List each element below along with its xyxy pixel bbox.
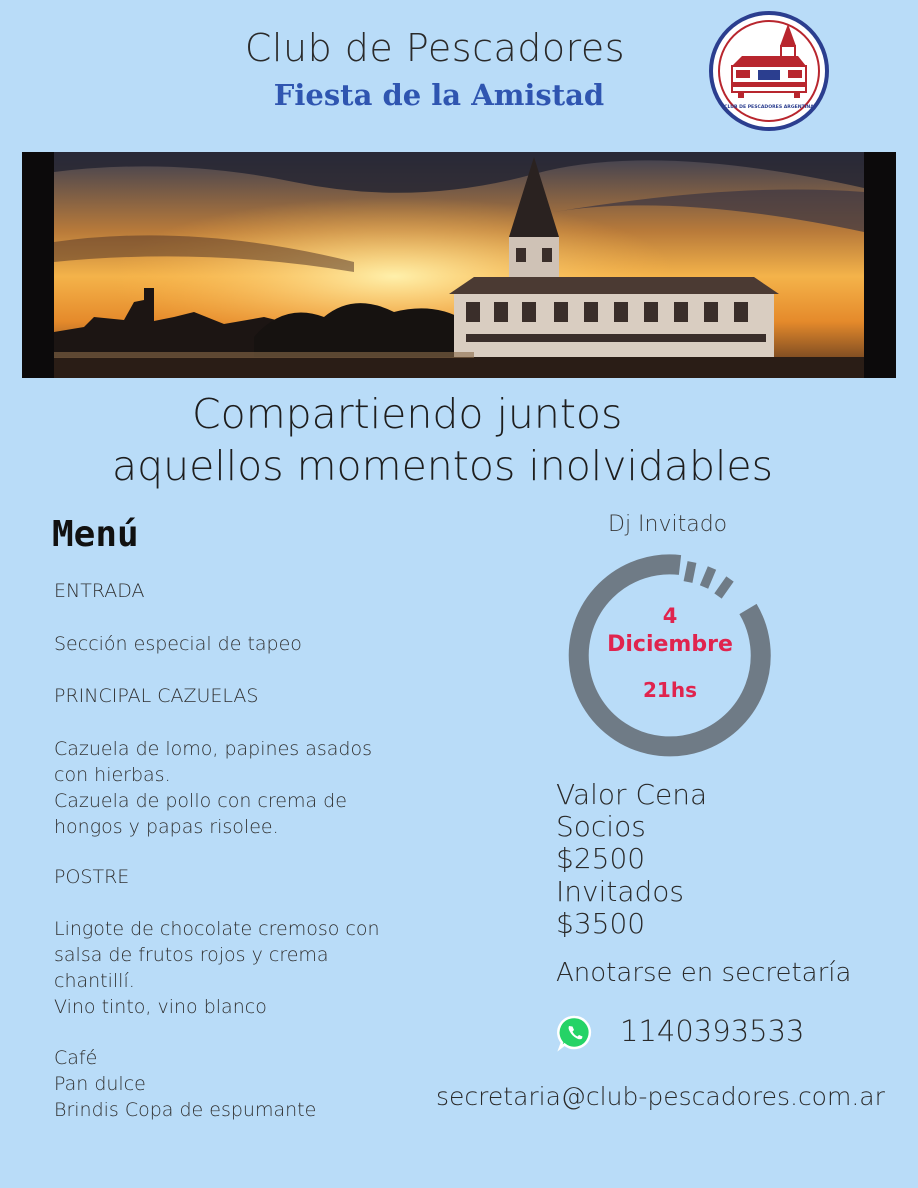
email-address[interactable]: secretaria@club-pescadores.com.ar: [436, 1082, 885, 1111]
menu-heading: Menú: [52, 514, 139, 555]
banner-photo: [22, 152, 896, 378]
logo-text: CLUB DE PESCADORES ARGENTINA: [724, 105, 814, 110]
price-members-value: $2500: [556, 842, 646, 875]
event-title: Fiesta de la Amistad: [273, 78, 605, 112]
menu-item: con hierbas.: [54, 764, 171, 786]
menu-item: hongos y papas risolee.: [54, 816, 279, 838]
club-logo-icon: [708, 10, 830, 132]
whatsapp-icon: [556, 1014, 594, 1052]
menu-item: Cazuela de lomo, papines asados: [54, 738, 372, 760]
menu-item: Vino tinto, vino blanco: [54, 996, 267, 1018]
menu-item: Pan dulce: [54, 1073, 146, 1095]
price-label: Valor Cena: [556, 778, 708, 811]
event-month: Diciembre: [607, 632, 733, 657]
menu-item: Café: [54, 1047, 98, 1069]
menu-item: Cazuela de pollo con crema de: [54, 790, 347, 812]
sunset-building-photo-icon: [54, 152, 864, 378]
price-guests-value: $3500: [556, 907, 646, 940]
menu-item: Sección especial de tapeo: [54, 633, 302, 655]
phone-number[interactable]: 1140393533: [620, 1014, 805, 1048]
menu-item: chantillí.: [54, 970, 135, 992]
price-members-label: Socios: [556, 810, 646, 843]
dj-label: Dj Invitado: [608, 512, 728, 537]
menu-item: Lingote de chocolate cremoso con: [54, 918, 380, 940]
tagline-line-1: Compartiendo juntos: [192, 390, 623, 438]
club-title: Club de Pescadores: [244, 26, 626, 70]
event-time: 21hs: [643, 678, 697, 702]
tagline-line-2: aquellos momentos inolvidables: [112, 442, 774, 490]
event-day: 4: [662, 604, 678, 628]
menu-item: salsa de frutos rojos y crema: [54, 944, 329, 966]
menu-section-entrada: ENTRADA: [54, 580, 145, 602]
menu-section-postre: POSTRE: [54, 866, 130, 888]
price-guests-label: Invitados: [556, 875, 684, 908]
menu-item: Brindis Copa de espumante: [54, 1099, 317, 1121]
signup-note: Anotarse en secretaría: [556, 958, 852, 988]
menu-section-principal: PRINCIPAL CAZUELAS: [54, 685, 259, 707]
